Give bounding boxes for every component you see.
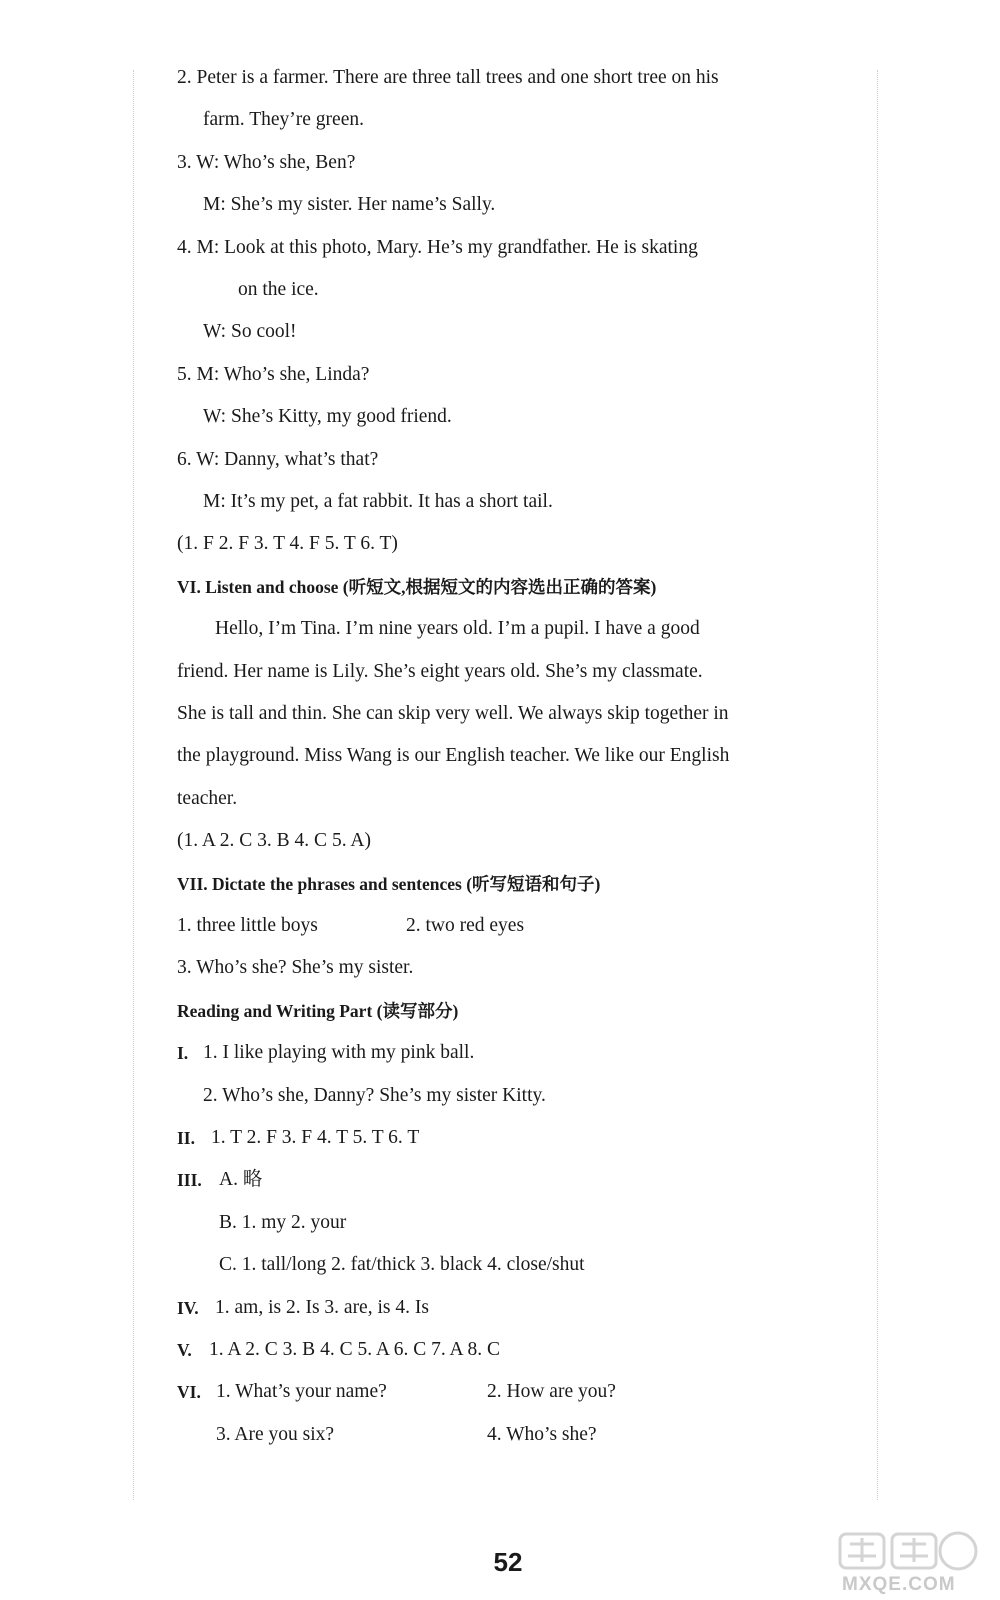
roman-numeral: II.: [177, 1128, 195, 1148]
passage-line: the playground. Miss Wang is our English teacher. We like our English: [177, 745, 730, 766]
section-heading: VI. Listen and choose (听短文,根据短文的内容选出正确的答案): [177, 577, 657, 597]
roman-numeral: I.: [177, 1043, 189, 1063]
right-margin-rule: [877, 70, 878, 1500]
answer-line: 2. Who’s she, Danny? She’s my sister Kitty.: [203, 1085, 546, 1106]
answer-line: 1. am, is 2. Is 3. are, is 4. Is: [215, 1297, 429, 1318]
answer-key: (1. A 2. C 3. B 4. C 5. A): [177, 830, 371, 851]
answer-key: (1. F 2. F 3. T 4. F 5. T 6. T): [177, 533, 398, 554]
answer-line: M: She’s my sister. Her name’s Sally.: [203, 194, 496, 215]
answer-line: C. 1. tall/long 2. fat/thick 3. black 4. close/shut: [219, 1254, 585, 1275]
roman-numeral: V.: [177, 1340, 192, 1360]
watermark-text: MXQE.COM: [842, 1574, 956, 1595]
page-number: 52: [493, 1547, 523, 1577]
passage-line: friend. Her name is Lily. She’s eight years old. She’s my classmate.: [177, 661, 703, 682]
answer-line: on the ice.: [238, 279, 319, 300]
answer-line: 4. Who’s she?: [487, 1424, 597, 1445]
part-heading: Reading and Writing Part (读写部分): [177, 1001, 459, 1021]
answer-line: W: So cool!: [203, 321, 297, 342]
passage-line: Hello, I’m Tina. I’m nine years old. I’m a pupil. I have a good: [215, 618, 700, 639]
section-heading: VII. Dictate the phrases and sentences (听写短语和句子): [177, 874, 601, 894]
answer-line: 3. Who’s she? She’s my sister.: [177, 957, 414, 978]
answer-line: 5. M: Who’s she, Linda?: [177, 364, 370, 385]
answer-line: A. 略: [219, 1169, 263, 1190]
left-margin-rule: [133, 70, 134, 1500]
answer-line: 2. Peter is a farmer. There are three tall trees and one short tree on his: [177, 67, 719, 88]
answer-line: 1. I like playing with my pink ball.: [203, 1042, 475, 1063]
roman-numeral: III.: [177, 1170, 202, 1190]
answer-line: 2. two red eyes: [406, 915, 525, 936]
answer-line: 1. A 2. C 3. B 4. C 5. A 6. C 7. A 8. C: [209, 1339, 500, 1360]
answer-line: 1. T 2. F 3. F 4. T 5. T 6. T: [211, 1127, 420, 1148]
answer-line: 3. W: Who’s she, Ben?: [177, 152, 356, 173]
answer-line: M: It’s my pet, a fat rabbit. It has a short tail.: [203, 491, 553, 512]
roman-numeral: IV.: [177, 1298, 199, 1318]
answer-line: 2. How are you?: [487, 1381, 616, 1402]
passage-line: teacher.: [177, 788, 238, 809]
answer-line: 1. What’s your name?: [216, 1381, 387, 1402]
answer-line: 1. three little boys: [177, 915, 318, 936]
answer-line: farm. They’re green.: [203, 109, 364, 130]
answer-line: 3. Are you six?: [216, 1424, 335, 1445]
answer-line: W: She’s Kitty, my good friend.: [203, 406, 452, 427]
passage-line: She is tall and thin. She can skip very well. We always skip together in: [177, 703, 729, 724]
answer-line: B. 1. my 2. your: [219, 1212, 347, 1233]
roman-numeral: VI.: [177, 1382, 201, 1402]
answer-line: 6. W: Danny, what’s that?: [177, 449, 379, 470]
answer-line: 4. M: Look at this photo, Mary. He’s my grandfather. He is skating: [177, 237, 698, 258]
